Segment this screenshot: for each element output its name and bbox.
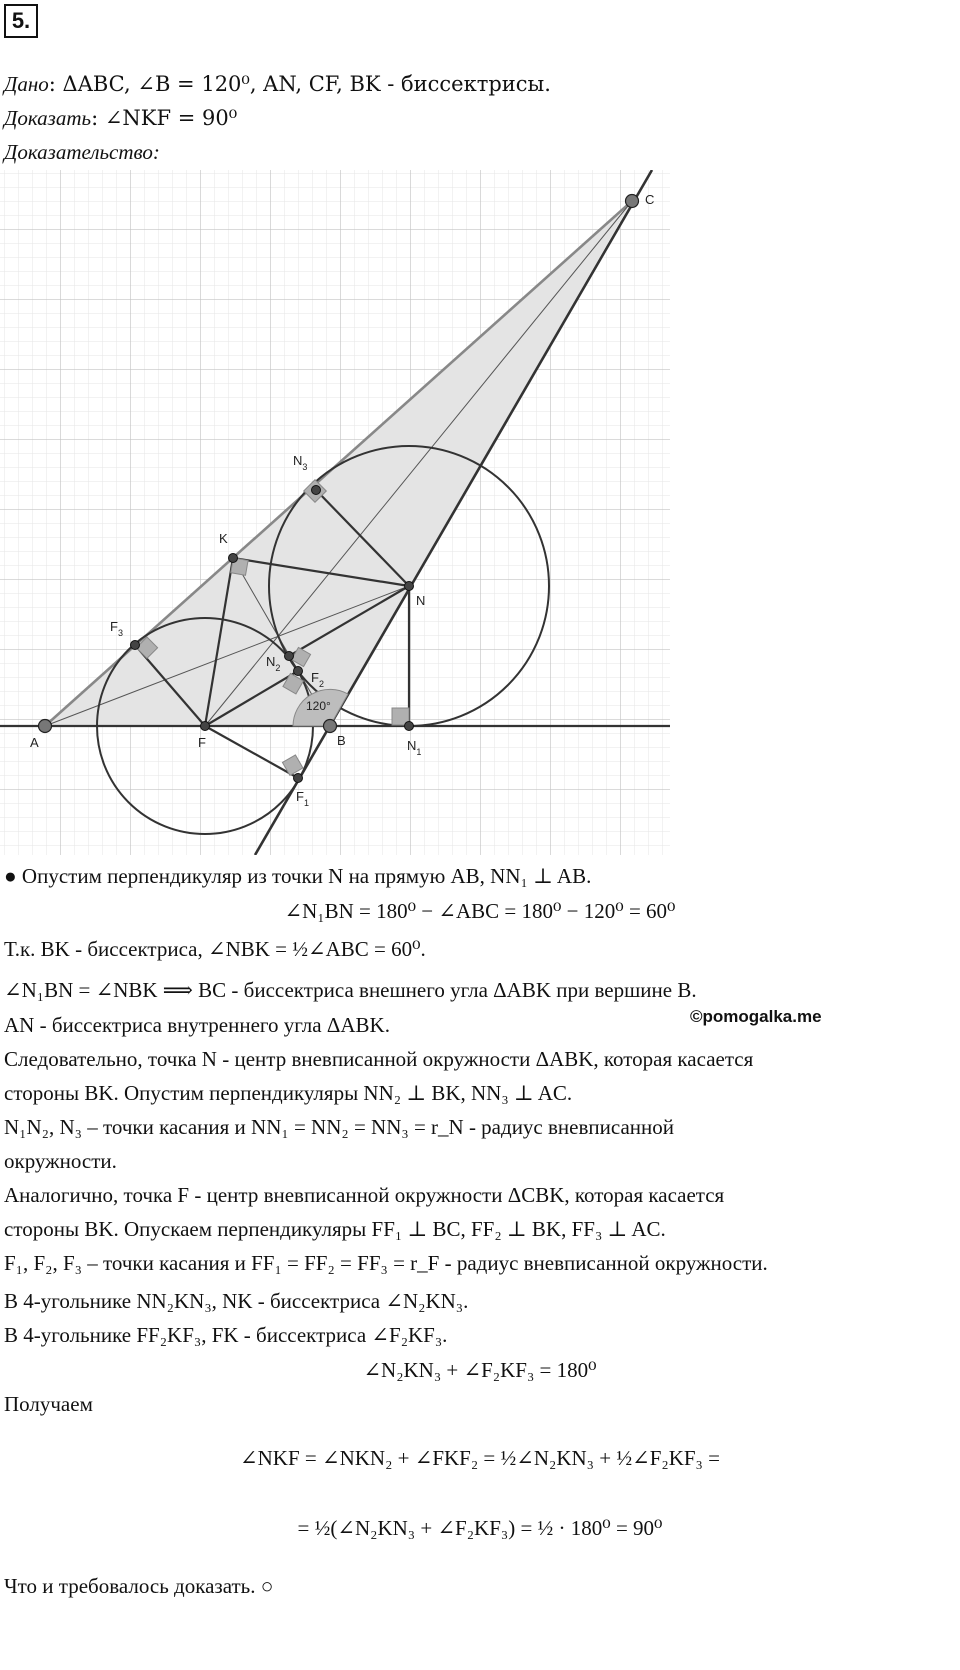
label-b: B xyxy=(337,733,346,748)
proof-line-17: ∠NKF = ∠NKN₂ + ∠FKF₂ = ½∠N₂KN₃ + ½∠F₂KF₃ = xyxy=(240,1446,720,1470)
proof-line-11: стороны BK. Опускаем перпендикуляры FF₁ ⊥ BC, FF₂ ⊥ BK, FF₃ ⊥ AC. xyxy=(4,1217,666,1241)
label-a: A xyxy=(30,735,39,750)
point-f xyxy=(201,722,210,731)
prove-line xyxy=(4,104,237,132)
point-b xyxy=(324,720,337,733)
proof-line-12: F₁, F₂, F₃ – точки касания и FF₁ = FF₂ = FF₃ = r_F - радиус вневписанной окружности. xyxy=(4,1251,768,1275)
proof-line-19: Что и требовалось доказать. ○ xyxy=(4,1574,274,1598)
proof-line-10: Аналогично, точка F - центр вневписанной окружности ΔCBK, которая касается xyxy=(4,1183,725,1207)
given-line xyxy=(4,70,551,98)
label-f: F xyxy=(198,735,206,750)
proof-line-4: ∠N₁BN = ∠NBK ⟹ BC - биссектриса внешнего угла ΔABK при вершине B. xyxy=(4,978,697,1002)
proof-line-8: N₁N₂, N₃ – точки касания и NN₁ = NN₂ = NN₃ = r_N - радиус вневписанной xyxy=(4,1115,674,1139)
watermark: ©pomogalka.me xyxy=(690,1007,822,1026)
proof-line-14: В 4-угольнике FF₂KF₃, FK - биссектриса ∠F₂KF₃. xyxy=(4,1323,448,1347)
label-f2: $F_2$ xyxy=(311,670,324,689)
point-n1 xyxy=(405,722,414,731)
point-k xyxy=(229,554,238,563)
label-f3: $F_3$ xyxy=(110,619,123,638)
proof-label: Доказательство: xyxy=(4,140,160,164)
point-c xyxy=(626,195,639,208)
proof-line-6: Следовательно, точка N - центр вневписанной окружности ΔABK, которая касается xyxy=(4,1047,754,1071)
proof-line-13: В 4-угольнике NN₂KN₃, NK - биссектриса ∠N₂KN₃. xyxy=(4,1289,469,1313)
label-c: C xyxy=(645,192,655,207)
label-n: N xyxy=(416,593,426,608)
label-n3: $N_3$ xyxy=(293,453,308,472)
angle-label: 120° xyxy=(306,699,331,713)
proof-line-3: Т.к. BK - биссектриса, ∠NBK = ½∠ABC = 60⁰. xyxy=(4,937,426,961)
given-label: Дано xyxy=(4,72,49,96)
prove-label: Доказать xyxy=(4,106,92,130)
proof-line-1: ● Опустим перпендикуляр из точки N на прямую AB, NN₁ ⊥ AB. xyxy=(4,864,592,888)
point-a xyxy=(39,720,52,733)
proof-line-18: = ½(∠N₂KN₃ + ∠F₂KF₃) = ½ · 180⁰ = 90⁰ xyxy=(297,1516,663,1540)
problem-number: 5. xyxy=(4,4,38,38)
label-k: K xyxy=(219,531,228,546)
label-f1: $F_1$ xyxy=(296,789,309,808)
proof-line-16: Получаем xyxy=(4,1392,93,1416)
proof-line-5: AN - биссектриса внутреннего угла ΔABK. xyxy=(4,1013,390,1037)
label-n1: $N_1$ xyxy=(407,738,422,757)
geometry-diagram xyxy=(0,170,680,860)
proof-line-9: окружности. xyxy=(4,1149,117,1173)
point-n2 xyxy=(285,652,294,661)
given-text: : ΔABC, ∠B = 120⁰, AN, CF, BK - биссектрисы. xyxy=(48,72,551,96)
label-n2: $N_2$ xyxy=(266,654,281,673)
point-n3 xyxy=(312,486,321,495)
point-f1 xyxy=(294,774,303,783)
proof-line-15: ∠N₂KN₃ + ∠F₂KF₃ = 180⁰ xyxy=(363,1358,597,1382)
proof-line-7: стороны BK. Опустим перпендикуляры NN₂ ⊥ BK, NN₃ ⊥ AC. xyxy=(4,1081,573,1105)
point-f2 xyxy=(294,667,303,676)
proof-line-2: ∠N₁BN = 180⁰ − ∠ABC = 180⁰ − 120⁰ = 60⁰ xyxy=(284,899,676,923)
point-n xyxy=(405,582,414,591)
prove-text: : ∠NKF = 90⁰ xyxy=(91,106,238,130)
point-f3 xyxy=(131,641,140,650)
